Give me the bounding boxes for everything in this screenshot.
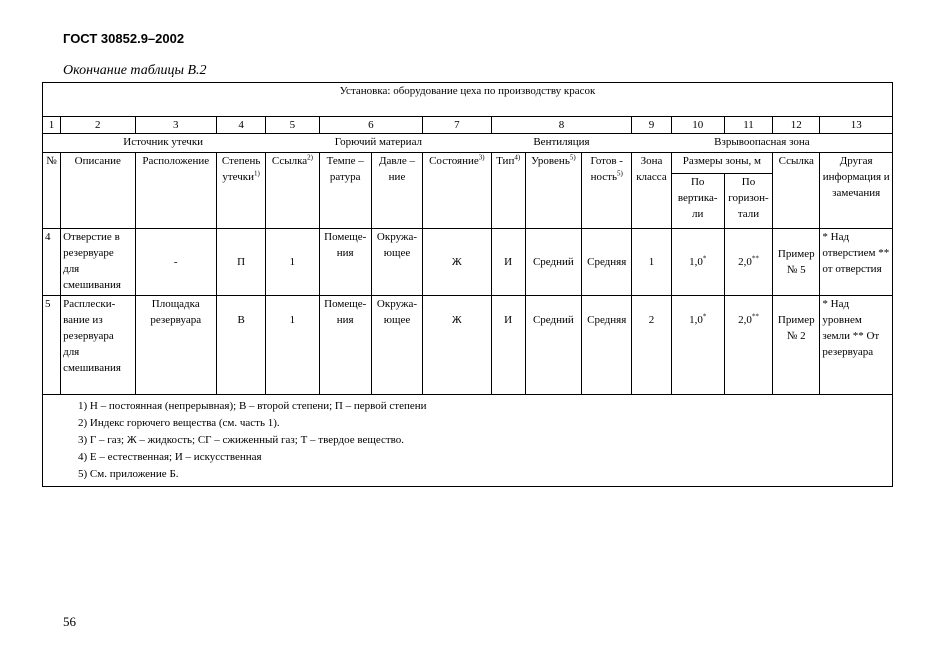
row-degree: В: [216, 296, 265, 395]
row-vent-level: Средний: [525, 296, 581, 395]
header-reference-material: Ссылка$^{2)}$: [266, 153, 319, 229]
row-reference: Пример № 2: [773, 296, 820, 395]
installation-row: Установка: оборудование цеха по производству красок: [43, 83, 893, 117]
row-zone-class: 1: [632, 229, 671, 296]
col-number: 6: [319, 117, 423, 134]
row-readiness: Средняя: [582, 296, 632, 395]
row-vent-level: Средний: [525, 229, 581, 296]
note-line: 2) Индекс горючего вещества (см. часть 1).: [78, 417, 280, 429]
header-leak-degree: Степень утечки$^{1)}$: [216, 153, 265, 229]
header-reference: Ссылка: [773, 153, 820, 229]
group-header-row: [43, 134, 893, 153]
header-other: Другая информация и замечания: [820, 153, 893, 229]
header-temperature: Темпе – ратура: [319, 153, 371, 229]
row-state: Ж: [423, 229, 491, 296]
row-zone-class: 2: [632, 296, 671, 395]
hazard-zone-table: [42, 82, 893, 487]
page-number: 56: [63, 614, 76, 629]
group-ventilation: Вентиляция: [533, 136, 590, 148]
col-number: 4: [216, 117, 265, 134]
col-number: 9: [632, 117, 671, 134]
row-vertical: 1,0*: [671, 229, 724, 296]
row-description: Отверстие в резервуаре для смешивания: [61, 229, 135, 296]
row-vertical: 1,0*: [671, 296, 724, 395]
table-row: [43, 296, 893, 395]
row-no: 5: [43, 296, 61, 395]
group-spacer: [43, 134, 61, 153]
header-vertical: По вертика- ли: [671, 174, 724, 229]
row-location: -: [135, 229, 216, 296]
row-vent-type: И: [491, 296, 525, 395]
row-ref-material: 1: [266, 296, 319, 395]
header-no: №: [43, 153, 61, 229]
group-zone: Взрывоопасная зона: [632, 134, 893, 153]
group-material: Горючий материал: [334, 136, 423, 148]
header-zone-class: Зона класса: [632, 153, 671, 229]
header-vent-level: Уровень$^{5)}$: [525, 153, 581, 229]
column-number-row: [43, 117, 893, 134]
header-location: Расположение: [135, 153, 216, 229]
col-number: 2: [61, 117, 135, 134]
col-number: 8: [491, 117, 632, 134]
row-horizontal: 2,0**: [724, 296, 772, 395]
standard-designation: ГОСТ 30852.9–2002: [63, 31, 185, 46]
col-number: 3: [135, 117, 216, 134]
note-line: 4) Е – естественная; И – искусственная: [78, 451, 262, 463]
row-degree: П: [216, 229, 265, 296]
row-horizontal: 2,0**: [724, 229, 772, 296]
col-number: 1: [43, 117, 61, 134]
row-other: * Над уровнем земли ** От резервуара: [820, 296, 893, 395]
row-ref-material: 1: [266, 229, 319, 296]
row-description: Расплески- вание из резервуара для смешивания: [61, 296, 135, 395]
col-number: 12: [773, 117, 820, 134]
header-pressure: Давле – ние: [371, 153, 422, 229]
row-temperature: Помеще- ния: [319, 229, 371, 296]
row-temperature: Помеще- ния: [319, 296, 371, 395]
group-source: Источник утечки: [123, 136, 204, 148]
header-horizontal: По горизон- тали: [724, 174, 772, 229]
note-line: 3) Г – газ; Ж – жидкость; СГ – сжиженный газ; Т – твердое вещество.: [78, 434, 405, 446]
header-vent-type: Тип$^{4)}$: [491, 153, 525, 229]
table-caption: Окончание таблицы В.2: [63, 63, 207, 78]
row-readiness: Средняя: [582, 229, 632, 296]
table-row: [43, 229, 893, 296]
col-number: 5: [266, 117, 319, 134]
row-reference: Пример № 5: [773, 229, 820, 296]
col-number: 7: [423, 117, 491, 134]
note-line: 1) Н – постоянная (непрерывная); В – второй степени; П – первой степени: [78, 400, 427, 412]
header-zone-sizes: Размеры зоны, м: [671, 153, 773, 174]
column-header-row: [43, 153, 893, 174]
row-no: 4: [43, 229, 61, 296]
note-line: 5) См. приложение Б.: [78, 468, 179, 480]
header-state: Состояние$^{3)}$: [423, 153, 491, 229]
col-number: 11: [724, 117, 772, 134]
row-other: * Над отверстием ** от отверстия: [820, 229, 893, 296]
row-state: Ж: [423, 296, 491, 395]
row-pressure: Окружа- ющее: [371, 296, 422, 395]
row-pressure: Окружа- ющее: [371, 229, 422, 296]
header-description: Описание: [61, 153, 135, 229]
col-number: 13: [820, 117, 893, 134]
row-vent-type: И: [491, 229, 525, 296]
header-readiness: Готов - ность$^{5)}$: [582, 153, 632, 229]
col-number: 10: [671, 117, 724, 134]
table-notes: [43, 395, 893, 487]
row-location: Площадка резервуара: [135, 296, 216, 395]
